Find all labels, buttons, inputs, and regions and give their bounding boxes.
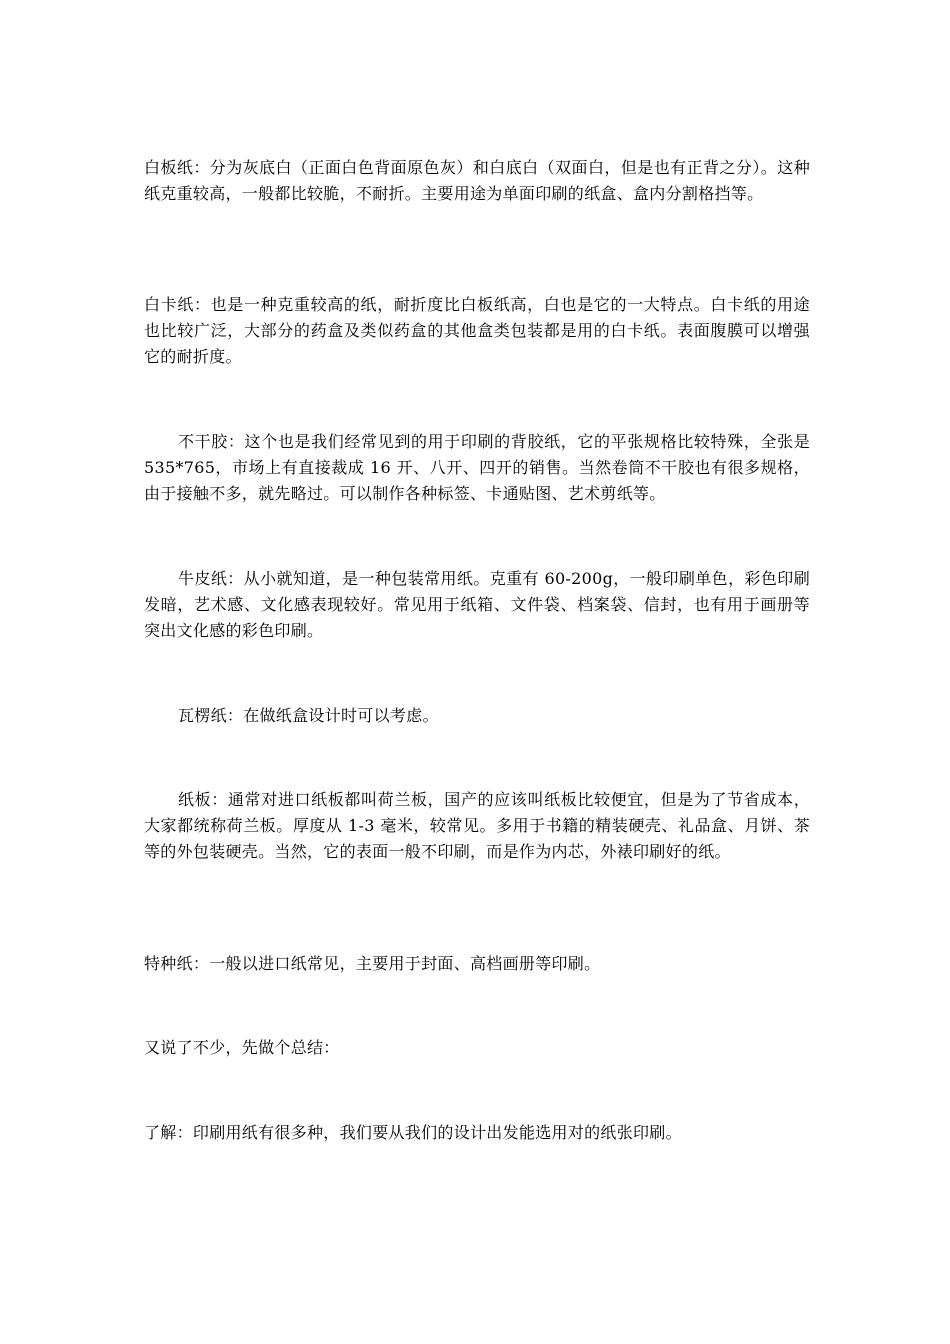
paragraph-summary-point: 了解：印刷用纸有很多种，我们要从我们的设计出发能选用对的纸张印刷。 (144, 1123, 682, 1142)
paragraph-self-adhesive: 不干胶：这个也是我们经常见到的用于印刷的背胶纸，它的平张规格比较特殊，全张是 535*765，市场上有直接裁成 16 开、八开、四开的销售。当然卷筒不干胶也有很多规格，由于接触不多，就先略过。可以制作各种标签、卡通贴图、艺术剪纸等。 (144, 432, 810, 503)
paragraph-white-card-paper: 白卡纸：也是一种克重较高的纸，耐折度比白板纸高，白也是它的一大特点。白卡纸的用途也比较广泛，大部分的药盒及类似药盒的其他盒类包装都是用的白卡纸。表面腹膜可以增强它的耐折度。 (144, 295, 810, 366)
paragraph-specialty-paper: 特种纸：一般以进口纸常见，主要用于封面、高档画册等印刷。 (144, 954, 601, 973)
paragraph-kraft-paper: 牛皮纸：从小就知道，是一种包装常用纸。克重有 60-200g，一般印刷单色，彩色印刷发暗，艺术感、文化感表现较好。常见用于纸箱、文件袋、档案袋、信封，也有用于画册等突出文化感的彩色印刷。 (144, 569, 810, 640)
paragraph-white-board-paper: 白板纸：分为灰底白（正面白色背面原色灰）和白底白（双面白，但是也有正背之分）。这种纸克重较高，一般都比较脆，不耐折。主要用途为单面印刷的纸盒、盒内分割格挡等。 (144, 158, 810, 203)
paragraph-paperboard: 纸板：通常对进口纸板都叫荷兰板，国产的应该叫纸板比较便宜，但是为了节省成本，大家都统称荷兰板。厚度从 1-3 毫米，较常见。多用于书籍的精装硬壳、礼品盒、月饼、茶等的外包装硬壳。当然，它的表面一般不印刷，而是作为内芯，外裱印刷好的纸。 (144, 790, 810, 861)
paragraph-corrugated-paper: 瓦楞纸：在做纸盒设计时可以考虑。 (178, 706, 439, 725)
paragraph-summary-intro: 又说了不少，先做个总结： (144, 1038, 340, 1057)
